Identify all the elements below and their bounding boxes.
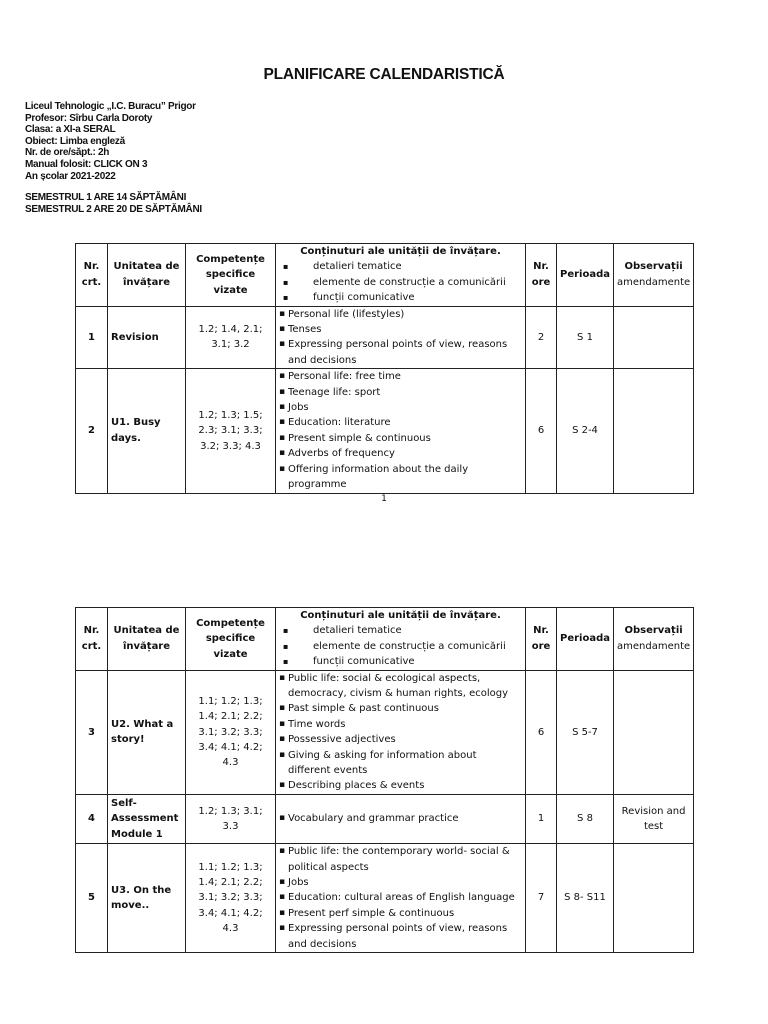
header-observatii bbox=[614, 608, 694, 671]
meta-teacher: Profesor: Sîrbu Carla Doroty bbox=[25, 112, 153, 124]
content-item: ▪ Tenses bbox=[279, 322, 522, 337]
meta-subject: Obiect: Limba engleză bbox=[25, 135, 125, 147]
row-unit: Self-Assessment Module 1 bbox=[108, 794, 186, 843]
planning-table-page2 bbox=[75, 607, 694, 953]
table-header-row bbox=[76, 608, 694, 671]
row-perioada: S 1 bbox=[557, 306, 614, 369]
content-item: ▪ Public life: social & ecological aspects, democracy, civism & human rights, ecology bbox=[279, 671, 522, 702]
row-perioada: S 5-7 bbox=[557, 670, 614, 794]
meta-hours: Nr. de ore/săpt.: 2h bbox=[25, 147, 110, 159]
content-item: ▪ Past simple & past continuous bbox=[279, 701, 522, 716]
row-nr: 2 bbox=[76, 369, 108, 493]
content-item: ▪ Teenage life: sport bbox=[279, 385, 522, 400]
header-perioada: Perioada bbox=[557, 244, 614, 307]
header-competente: Competențe specifice vizate bbox=[186, 244, 276, 307]
content-item: ▪ Education: literature bbox=[279, 415, 522, 430]
row-continuturi bbox=[276, 844, 526, 953]
row-ore: 6 bbox=[526, 369, 557, 493]
page-number: 1 bbox=[381, 494, 387, 504]
row-unit: U2. What a story! bbox=[108, 670, 186, 794]
table-row bbox=[76, 794, 694, 843]
row-perioada: S 2-4 bbox=[557, 369, 614, 493]
row-nr: 4 bbox=[76, 794, 108, 843]
row-observatii: Revision and test bbox=[614, 794, 694, 843]
header-competente: Competențe specifice vizate bbox=[186, 608, 276, 671]
row-observatii bbox=[614, 670, 694, 794]
row-unit: U3. On the move.. bbox=[108, 844, 186, 953]
row-unit: Revision bbox=[108, 306, 186, 369]
row-continuturi bbox=[276, 306, 526, 369]
table-row bbox=[76, 844, 694, 953]
row-continuturi bbox=[276, 794, 526, 843]
content-item: ▪ Expressing personal points of view, reasons and decisions bbox=[279, 921, 522, 952]
header-nr: Nr. crt. bbox=[76, 608, 108, 671]
row-ore: 7 bbox=[526, 844, 557, 953]
content-item: ▪ Offering information about the daily programme bbox=[279, 462, 522, 493]
header-nr: Nr. crt. bbox=[76, 244, 108, 307]
content-item: ▪ Describing places & events bbox=[279, 778, 522, 793]
row-competente: 1.2; 1.4, 2.1; 3.1; 3.2 bbox=[186, 306, 276, 369]
row-competente: 1.1; 1.2; 1.3; 1.4; 2.1; 2.2; 3.1; 3.2; 3.3; 3.4; 4.1; 4.2; 4.3 bbox=[186, 844, 276, 953]
row-unit: U1. Busy days. bbox=[108, 369, 186, 493]
row-perioada: S 8- S11 bbox=[557, 844, 614, 953]
header-observatii-title: Observații bbox=[624, 625, 683, 637]
header-observatii bbox=[614, 244, 694, 307]
header-observatii-sub: amendamente bbox=[617, 640, 691, 652]
document-meta bbox=[25, 101, 202, 215]
meta-textbook: Manual folosit: CLICK ON 3 bbox=[25, 158, 148, 170]
planning-table-page1 bbox=[75, 243, 694, 494]
meta-class: Clasa: a XI-a SERAL bbox=[25, 124, 116, 136]
content-item: ▪ Education: cultural areas of English language bbox=[279, 890, 522, 905]
row-nr: 3 bbox=[76, 670, 108, 794]
content-item: ▪ Possessive adjectives bbox=[279, 732, 522, 747]
header-continuturi-item: ▪ funcții comunicative bbox=[279, 290, 522, 305]
content-item: ▪ Time words bbox=[279, 717, 522, 732]
row-ore: 2 bbox=[526, 306, 557, 369]
header-unit: Unitatea de învățare bbox=[108, 608, 186, 671]
content-item: ▪ Present perf simple & continuous bbox=[279, 906, 522, 921]
table-header-row bbox=[76, 244, 694, 307]
header-perioada: Perioada bbox=[557, 608, 614, 671]
row-ore: 6 bbox=[526, 670, 557, 794]
content-item: ▪ Public life: the contemporary world- social & political aspects bbox=[279, 844, 522, 875]
header-ore: Nr. ore bbox=[526, 608, 557, 671]
row-ore: 1 bbox=[526, 794, 557, 843]
row-perioada: S 8 bbox=[557, 794, 614, 843]
row-competente: 1.2; 1.3; 1.5; 2.3; 3.1; 3.3; 3.2; 3.3; 4.3 bbox=[186, 369, 276, 493]
header-continuturi-item: ▪ funcții comunicative bbox=[279, 654, 522, 669]
header-continuturi-title: Conținuturi ale unității de învățare. bbox=[300, 610, 501, 621]
header-observatii-title: Observații bbox=[624, 261, 683, 273]
row-competente: 1.2; 1.3; 3.1; 3.3 bbox=[186, 794, 276, 843]
header-unit: Unitatea de învățare bbox=[108, 244, 186, 307]
row-continuturi bbox=[276, 670, 526, 794]
content-item: ▪ Jobs bbox=[279, 875, 522, 890]
content-item: ▪ Personal life: free time bbox=[279, 369, 522, 384]
row-nr: 1 bbox=[76, 306, 108, 369]
row-observatii bbox=[614, 306, 694, 369]
header-continuturi-item: ▪ elemente de construcție a comunicării bbox=[279, 639, 522, 654]
header-continuturi-item: ▪ detalieri tematice bbox=[279, 259, 522, 274]
header-observatii-sub: amendamente bbox=[617, 276, 691, 288]
header-continuturi-title: Conținuturi ale unității de învățare. bbox=[300, 246, 501, 257]
table-row bbox=[76, 306, 694, 369]
header-continuturi bbox=[276, 608, 526, 671]
row-continuturi bbox=[276, 369, 526, 493]
row-observatii bbox=[614, 844, 694, 953]
semester-1: SEMESTRUL 1 ARE 14 SĂPTĂMÂNI bbox=[25, 192, 187, 204]
table-row bbox=[76, 670, 694, 794]
table-row bbox=[76, 369, 694, 493]
meta-school-year: An școlar 2021-2022 bbox=[25, 170, 116, 182]
row-competente: 1.1; 1.2; 1.3; 1.4; 2.1; 2.2; 3.1; 3.2; 3.3; 3.4; 4.1; 4.2; 4.3 bbox=[186, 670, 276, 794]
content-item: ▪ Jobs bbox=[279, 400, 522, 415]
content-item: ▪ Giving & asking for information about different events bbox=[279, 748, 522, 779]
content-item: ▪ Vocabulary and grammar practice bbox=[279, 811, 522, 826]
content-item: ▪ Personal life (lifestyles) bbox=[279, 307, 522, 322]
content-item: ▪ Expressing personal points of view, reasons and decisions bbox=[279, 337, 522, 368]
content-item: ▪ Adverbs of frequency bbox=[279, 446, 522, 461]
header-continuturi bbox=[276, 244, 526, 307]
semester-2: SEMESTRUL 2 ARE 20 DE SĂPTĂMÂNI bbox=[25, 203, 202, 215]
document-title: PLANIFICARE CALENDARISTICĂ bbox=[263, 66, 505, 83]
header-ore: Nr. ore bbox=[526, 244, 557, 307]
row-observatii bbox=[614, 369, 694, 493]
header-continuturi-item: ▪ elemente de construcție a comunicării bbox=[279, 275, 522, 290]
header-continuturi-item: ▪ detalieri tematice bbox=[279, 623, 522, 638]
row-nr: 5 bbox=[76, 844, 108, 953]
meta-school: Liceul Tehnologic „I.C. Buracu” Prigor bbox=[25, 101, 196, 112]
content-item: ▪ Present simple & continuous bbox=[279, 431, 522, 446]
